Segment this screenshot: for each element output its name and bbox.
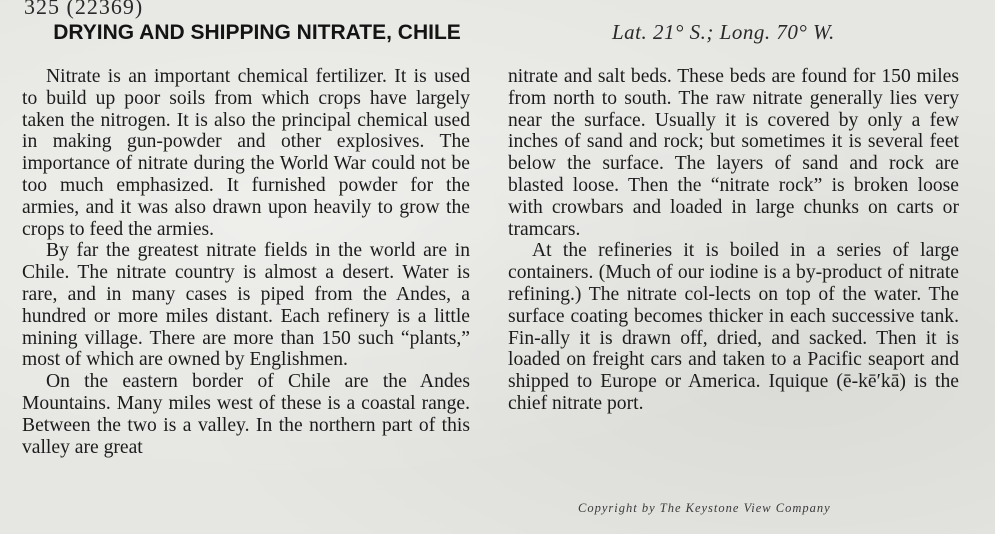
left-column — [22, 66, 470, 458]
catalog-number: 325 (22369) — [24, 0, 144, 19]
paragraph: Nitrate is an important chemical fertilizer. It is used to build up poor soils from which crops have largely taken the nitrogen. It is also the principal chemical used in making gun-powder and other explosives. The importance of nitrate during the World War could not be too much emphasized. It furnished powder for the armies, and it was also drawn upon heavily to grow the crops to feed the armies. — [22, 66, 470, 240]
right-column — [508, 66, 959, 415]
paragraph: At the refineries it is boiled in a series of large containers. (Much of our iodine is a by-product of nitrate refining.) The nitrate col-lects on top of the water. The surface coating becomes thicker in each successive tank. Fin-ally it is drawn off, dried, and sacked. Then it is loaded on freight cars and taken to a Pacific seaport and shipped to Europe or America. Iquique (ē-kē′kā) is the chief nitrate port. — [508, 240, 959, 414]
coordinates: Lat. 21° S.; Long. 70° W. — [612, 20, 835, 44]
page-title: DRYING AND SHIPPING NITRATE, CHILE — [53, 21, 461, 44]
paragraph: nitrate and salt beds. These beds are found for 150 miles from north to south. The raw nitrate generally lies very near the surface. Usually it is covered by only a few inches of sand and rock; but sometimes it is several feet below the surface. The layers of sand and rock are blasted loose. Then the “nitrate rock” is broken loose with crowbars and loaded in large chunks on carts or tramcars. — [508, 66, 959, 240]
paragraph: On the eastern border of Chile are the Andes Mountains. Many miles west of these is a coastal range. Between the two is a valley. In the northern part of this valley are great — [22, 371, 470, 458]
copyright-credit: Copyright by The Keystone View Company — [578, 501, 831, 515]
paragraph: By far the greatest nitrate fields in the world are in Chile. The nitrate country is almost a desert. Water is rare, and in many cases is piped from the Andes, a hundred or more miles distant. Each refinery is a little mining village. There are more than 150 such “plants,” most of which are owned by Englishmen. — [22, 240, 470, 371]
